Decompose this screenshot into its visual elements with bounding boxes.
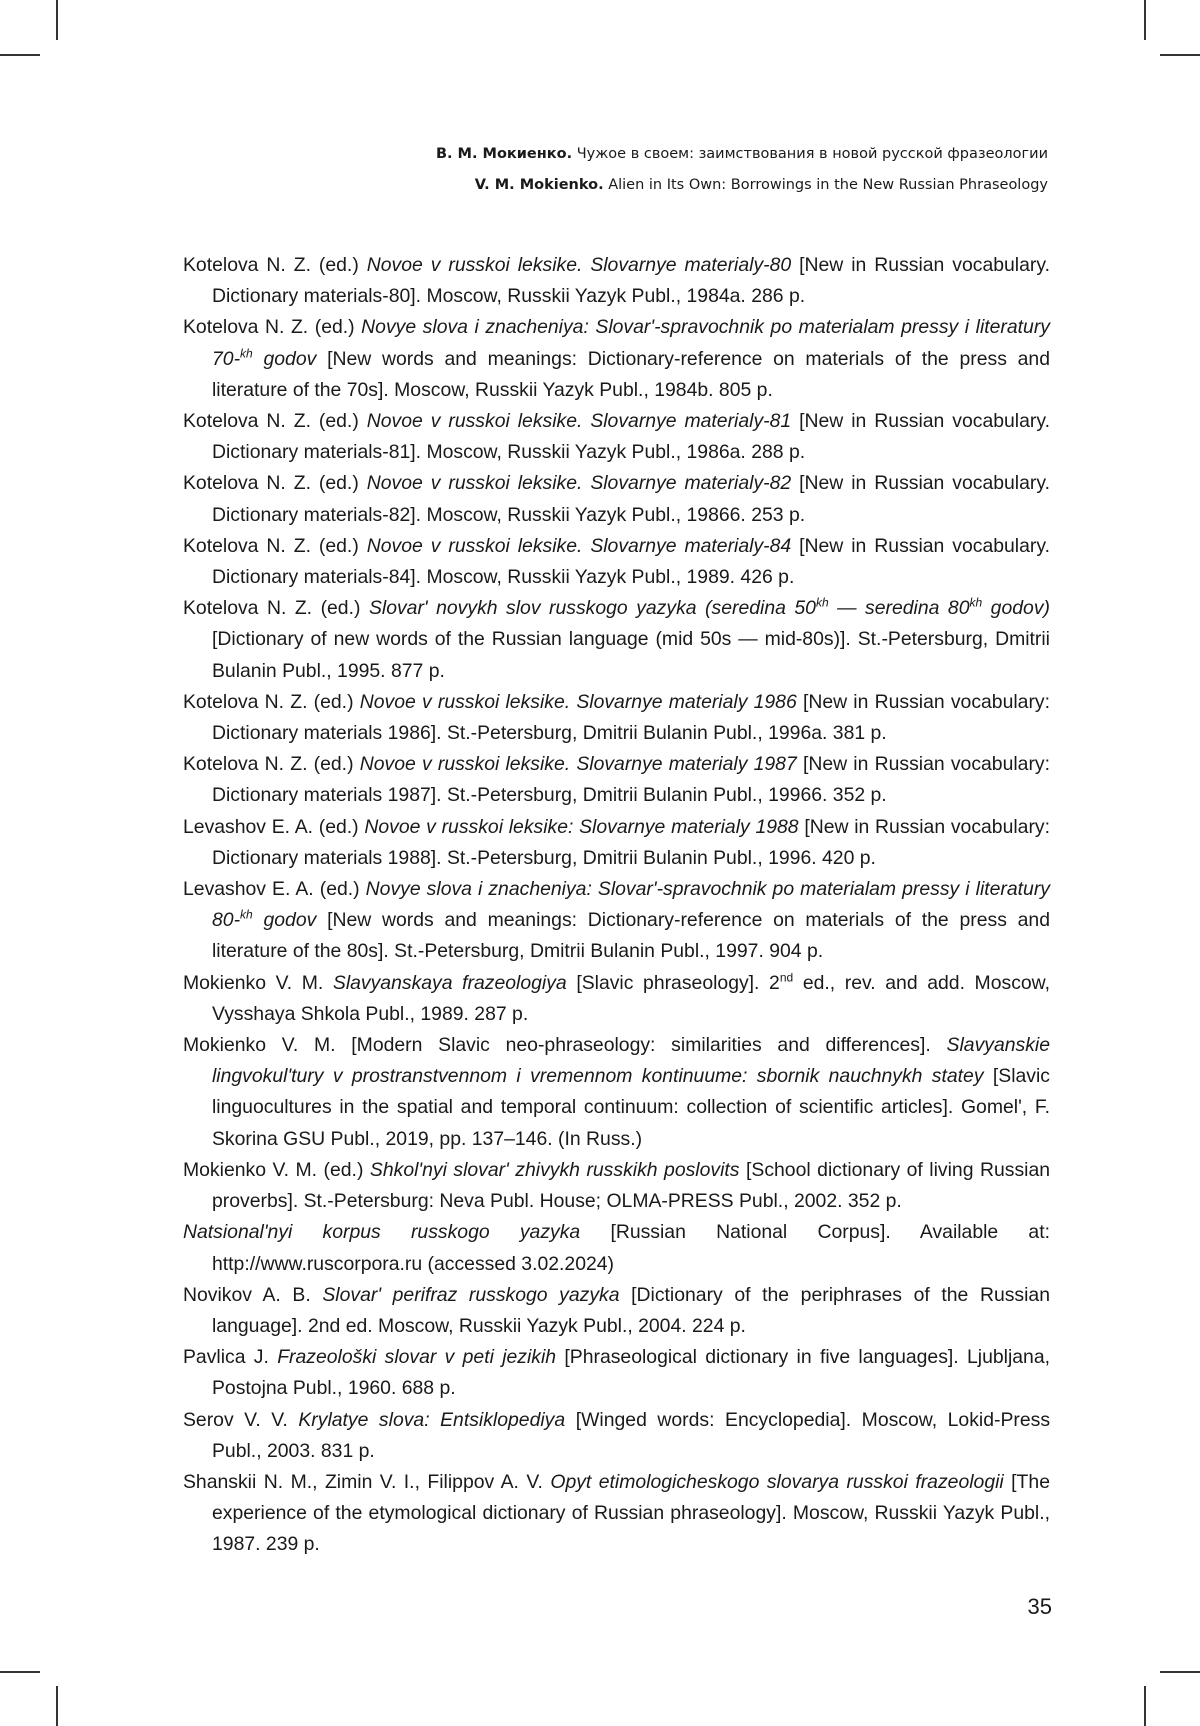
reference-details: [School dictionary of living Russian proverbs]. St.-Petersburg: Neva Publ. House; OLMA-PRESS Publ., 2002. 352 p.: [212, 1158, 1051, 1213]
reference-details: [New words and meanings: Dictionary-reference on materials of the press and literature of the 70s]. Moscow, Russkii Yazyk Publ., 1984b. 805 p.: [212, 347, 1050, 401]
reference-author: Kotelova N. Z. (ed.): [183, 534, 359, 557]
reference-details: [The experience of the etymological dictionary of Russian phraseology]. Moscow, Russkii Yazyk Publ., 1987. 239 p.: [212, 1470, 1050, 1556]
crop-mark: [0, 54, 40, 56]
reference-superscript: kh: [969, 595, 983, 610]
reference-title: [360, 753, 797, 775]
reference-entry: [183, 406, 1050, 468]
page-number: 35: [1027, 1594, 1052, 1619]
reference-entry: [183, 531, 1050, 593]
reference-entry: [183, 1155, 1050, 1217]
reference-details: [Dictionary of new words of the Russian language (mid 50s — mid-80s)]. St.-Petersburg, Dmitrii Bulanin Publ., 1995. 877 p.: [212, 628, 1050, 682]
reference-title-text: Novoe v russkoi leksike: Slovarnye materialy 1988: [364, 815, 799, 838]
reference-author: Novikov A. B.: [183, 1283, 311, 1306]
reference-title-text: Krylatye slova: Entsiklopediya: [298, 1408, 566, 1431]
reference-title: [277, 1346, 556, 1368]
reference-details: [New in Russian vocabulary. Dictionary materials-82]. Moscow, Russkii Yazyk Publ., 19866. 253 p.: [212, 472, 1050, 526]
crop-mark: [1144, 0, 1146, 40]
reference-superscript: nd: [779, 970, 794, 985]
reference-details: [Phraseological dictionary in five languages]. Ljubljana, Postojna Publ., 1960. 688 p.: [212, 1346, 1050, 1400]
reference-title: [370, 1159, 740, 1181]
reference-title-text: Slavyanskie lingvokul'tury v prostranstvennom i vremennom kontinuume: sbornik nauchnykh statey: [212, 1034, 1051, 1088]
reference-author: Kotelova N. Z. (ed.): [183, 410, 359, 433]
reference-title: [367, 410, 791, 432]
crop-mark: [56, 0, 58, 40]
reference-title-text: godov: [252, 347, 317, 370]
reference-entry: [183, 1342, 1050, 1404]
reference-details: [Winged words: Encyclopedia]. Moscow, Lokid-Press Publ., 2003. 831 p.: [212, 1408, 1051, 1462]
reference-title: [183, 1221, 580, 1243]
references-list: [183, 250, 1050, 1561]
reference-details: [New in Russian vocabulary. Dictionary materials-80]. Moscow, Russkii Yazyk Publ., 1984a. 286 p.: [212, 254, 1050, 308]
reference-details: [New in Russian vocabulary: Dictionary materials 1987]. St.-Petersburg, Dmitrii Bulanin Publ., 19966. 352 p.: [212, 753, 1050, 807]
reference-details: [Slavic phraseology]. 2: [576, 971, 780, 994]
crop-mark: [0, 1671, 40, 1673]
reference-entry: [183, 687, 1050, 749]
reference-superscript: kh: [240, 907, 253, 922]
reference-title: [367, 254, 791, 276]
reference-author: Shanskii N. M., Zimin V. I., Filippov A. V.: [183, 1470, 543, 1493]
reference-superscript: kh: [240, 346, 253, 361]
reference-title-text: Novye slova i znacheniya: Slovar'-spravochnik po materialam pressy i literatury 80-: [212, 878, 1050, 932]
reference-title-text: Slovar' perifraz russkogo yazyka: [322, 1283, 620, 1306]
reference-title: [298, 1409, 565, 1431]
reference-title-text: Novoe v russkoi leksike. Slovarnye materialy-81: [366, 410, 792, 433]
reference-author: Kotelova N. Z. (ed.): [183, 753, 354, 776]
reference-author: Kotelova N. Z. (ed.): [183, 690, 354, 713]
reference-title-text: — seredina 80: [828, 597, 970, 620]
reference-title-text: Novoe v russkoi leksike. Slovarnye materialy 1986: [359, 690, 797, 713]
reference-entry: [183, 312, 1050, 406]
reference-details: [Russian National Corpus]. Available at: http://www.ruscorpora.ru (accessed 3.02.2024): [212, 1221, 1050, 1275]
reference-title: [367, 535, 791, 557]
reference-details: [New in Russian vocabulary: Dictionary materials 1988]. St.-Petersburg, Dmitrii Bulanin Publ., 1996. 420 p.: [212, 815, 1050, 869]
reference-title-text: Slavyanskaya frazeologiya: [332, 971, 567, 994]
reference-title: [360, 691, 797, 713]
reference-title-text: Opyt etimologicheskogo slovarya russkoi frazeologii: [550, 1470, 1004, 1493]
reference-title-text: Novoe v russkoi leksike. Slovarnye materialy-84: [366, 534, 792, 557]
reference-title-text: Novoe v russkoi leksike. Slovarnye materialy-82: [366, 472, 792, 495]
reference-superscript: kh: [815, 595, 829, 610]
reference-entry: [183, 1217, 1050, 1279]
reference-author: Kotelova N. Z. (ed.): [183, 597, 361, 620]
reference-details: [New in Russian vocabulary. Dictionary materials-81]. Moscow, Russkii Yazyk Publ., 1986a. 288 p.: [212, 410, 1050, 464]
reference-title: [367, 472, 791, 494]
reference-entry: [183, 812, 1050, 874]
reference-details: [New words and meanings: Dictionary-reference on materials of the press and literature of the 80s]. St.-Petersburg, Dmitrii Bulanin Publ., 1997. 904 p.: [212, 909, 1050, 963]
reference-entry: [183, 1030, 1050, 1155]
crop-mark: [56, 1686, 58, 1726]
reference-details: [Dictionary of the periphrases of the Russian language]. 2nd ed. Moscow, Russkii Yazyk Publ., 2004. 224 p.: [212, 1283, 1050, 1337]
reference-entry: [183, 1280, 1050, 1342]
reference-author: Pavlica J.: [183, 1346, 269, 1369]
running-head-ru: В. М. Мокиенко. Чужое в своем: заимствования в новой русской фразеологии: [435, 146, 1048, 162]
reference-entry: [183, 749, 1050, 811]
reference-entry: [183, 1467, 1050, 1561]
reference-author: Kotelova N. Z. (ed.): [183, 472, 359, 495]
reference-author: Mokienko V. M. [Modern Slavic neo-phraseology: similarities and differences].: [183, 1034, 931, 1057]
reference-title-text: Shkol'nyi slovar' zhivykh russkikh poslovits: [369, 1158, 740, 1181]
reference-author: Kotelova N. Z. (ed.): [183, 316, 355, 339]
reference-title: [333, 972, 567, 994]
reference-title: [364, 816, 798, 838]
reference-author: Serov V. V.: [183, 1408, 288, 1431]
reference-entry: [183, 250, 1050, 312]
reference-title-text: Novoe v russkoi leksike. Slovarnye materialy-80: [366, 254, 792, 276]
reference-title-text: Frazeološki slovar v peti jezikih: [277, 1346, 557, 1369]
reference-details: [New in Russian vocabulary: Dictionary materials 1986]. St.-Petersburg, Dmitrii Bulanin Publ., 1996a. 381 p.: [212, 690, 1050, 745]
reference-entry: [183, 968, 1050, 1030]
reference-entry: [183, 593, 1050, 687]
reference-author: Levashov E. A. (ed.): [183, 878, 360, 901]
reference-title: [322, 1284, 619, 1306]
reference-details: [New in Russian vocabulary. Dictionary materials-84]. Moscow, Russkii Yazyk Publ., 1989. 426 p.: [212, 534, 1050, 589]
running-head-en: V. M. Mokienko. Alien in Its Own: Borrowings in the New Russian Phraseology: [474, 177, 1048, 193]
reference-author: Mokienko V. M.: [183, 971, 324, 994]
reference-title: [550, 1471, 1003, 1493]
reference-author: Mokienko V. M. (ed.): [183, 1158, 364, 1181]
crop-mark: [1144, 1686, 1146, 1726]
reference-title-text: Novye slova i znacheniya: Slovar'-spravochnik po materialam pressy i literatury 70-: [212, 316, 1050, 370]
running-head: [436, 139, 1048, 201]
reference-title: [369, 597, 1050, 619]
reference-title-text: Novoe v russkoi leksike. Slovarnye materialy 1987: [359, 753, 797, 776]
reference-title-text: Natsional'nyi korpus russkogo yazyka: [183, 1221, 581, 1244]
reference-details: [Slavic linguocultures in the spatial and temporal continuum: collection of scientific articles]. Gomel', F. Skorina GSU Publ., 2019, pp. 137–146. (In Russ.): [212, 1065, 1051, 1150]
reference-author: Levashov E. A. (ed.): [183, 815, 359, 838]
reference-entry: [183, 874, 1050, 968]
reference-title-text: godov: [252, 909, 317, 932]
crop-mark: [1160, 54, 1200, 56]
crop-mark: [1160, 1671, 1200, 1673]
reference-entry: [183, 1405, 1050, 1467]
reference-title-text: Slovar' novykh slov russkogo yazyka (seredina 50: [368, 597, 816, 620]
reference-details: ed., rev. and add. Moscow, Vysshaya Shkola Publ., 1989. 287 p.: [212, 971, 1050, 1025]
reference-author: Kotelova N. Z. (ed.): [183, 254, 359, 276]
reference-title-text: godov): [982, 597, 1050, 620]
reference-entry: [183, 468, 1050, 530]
